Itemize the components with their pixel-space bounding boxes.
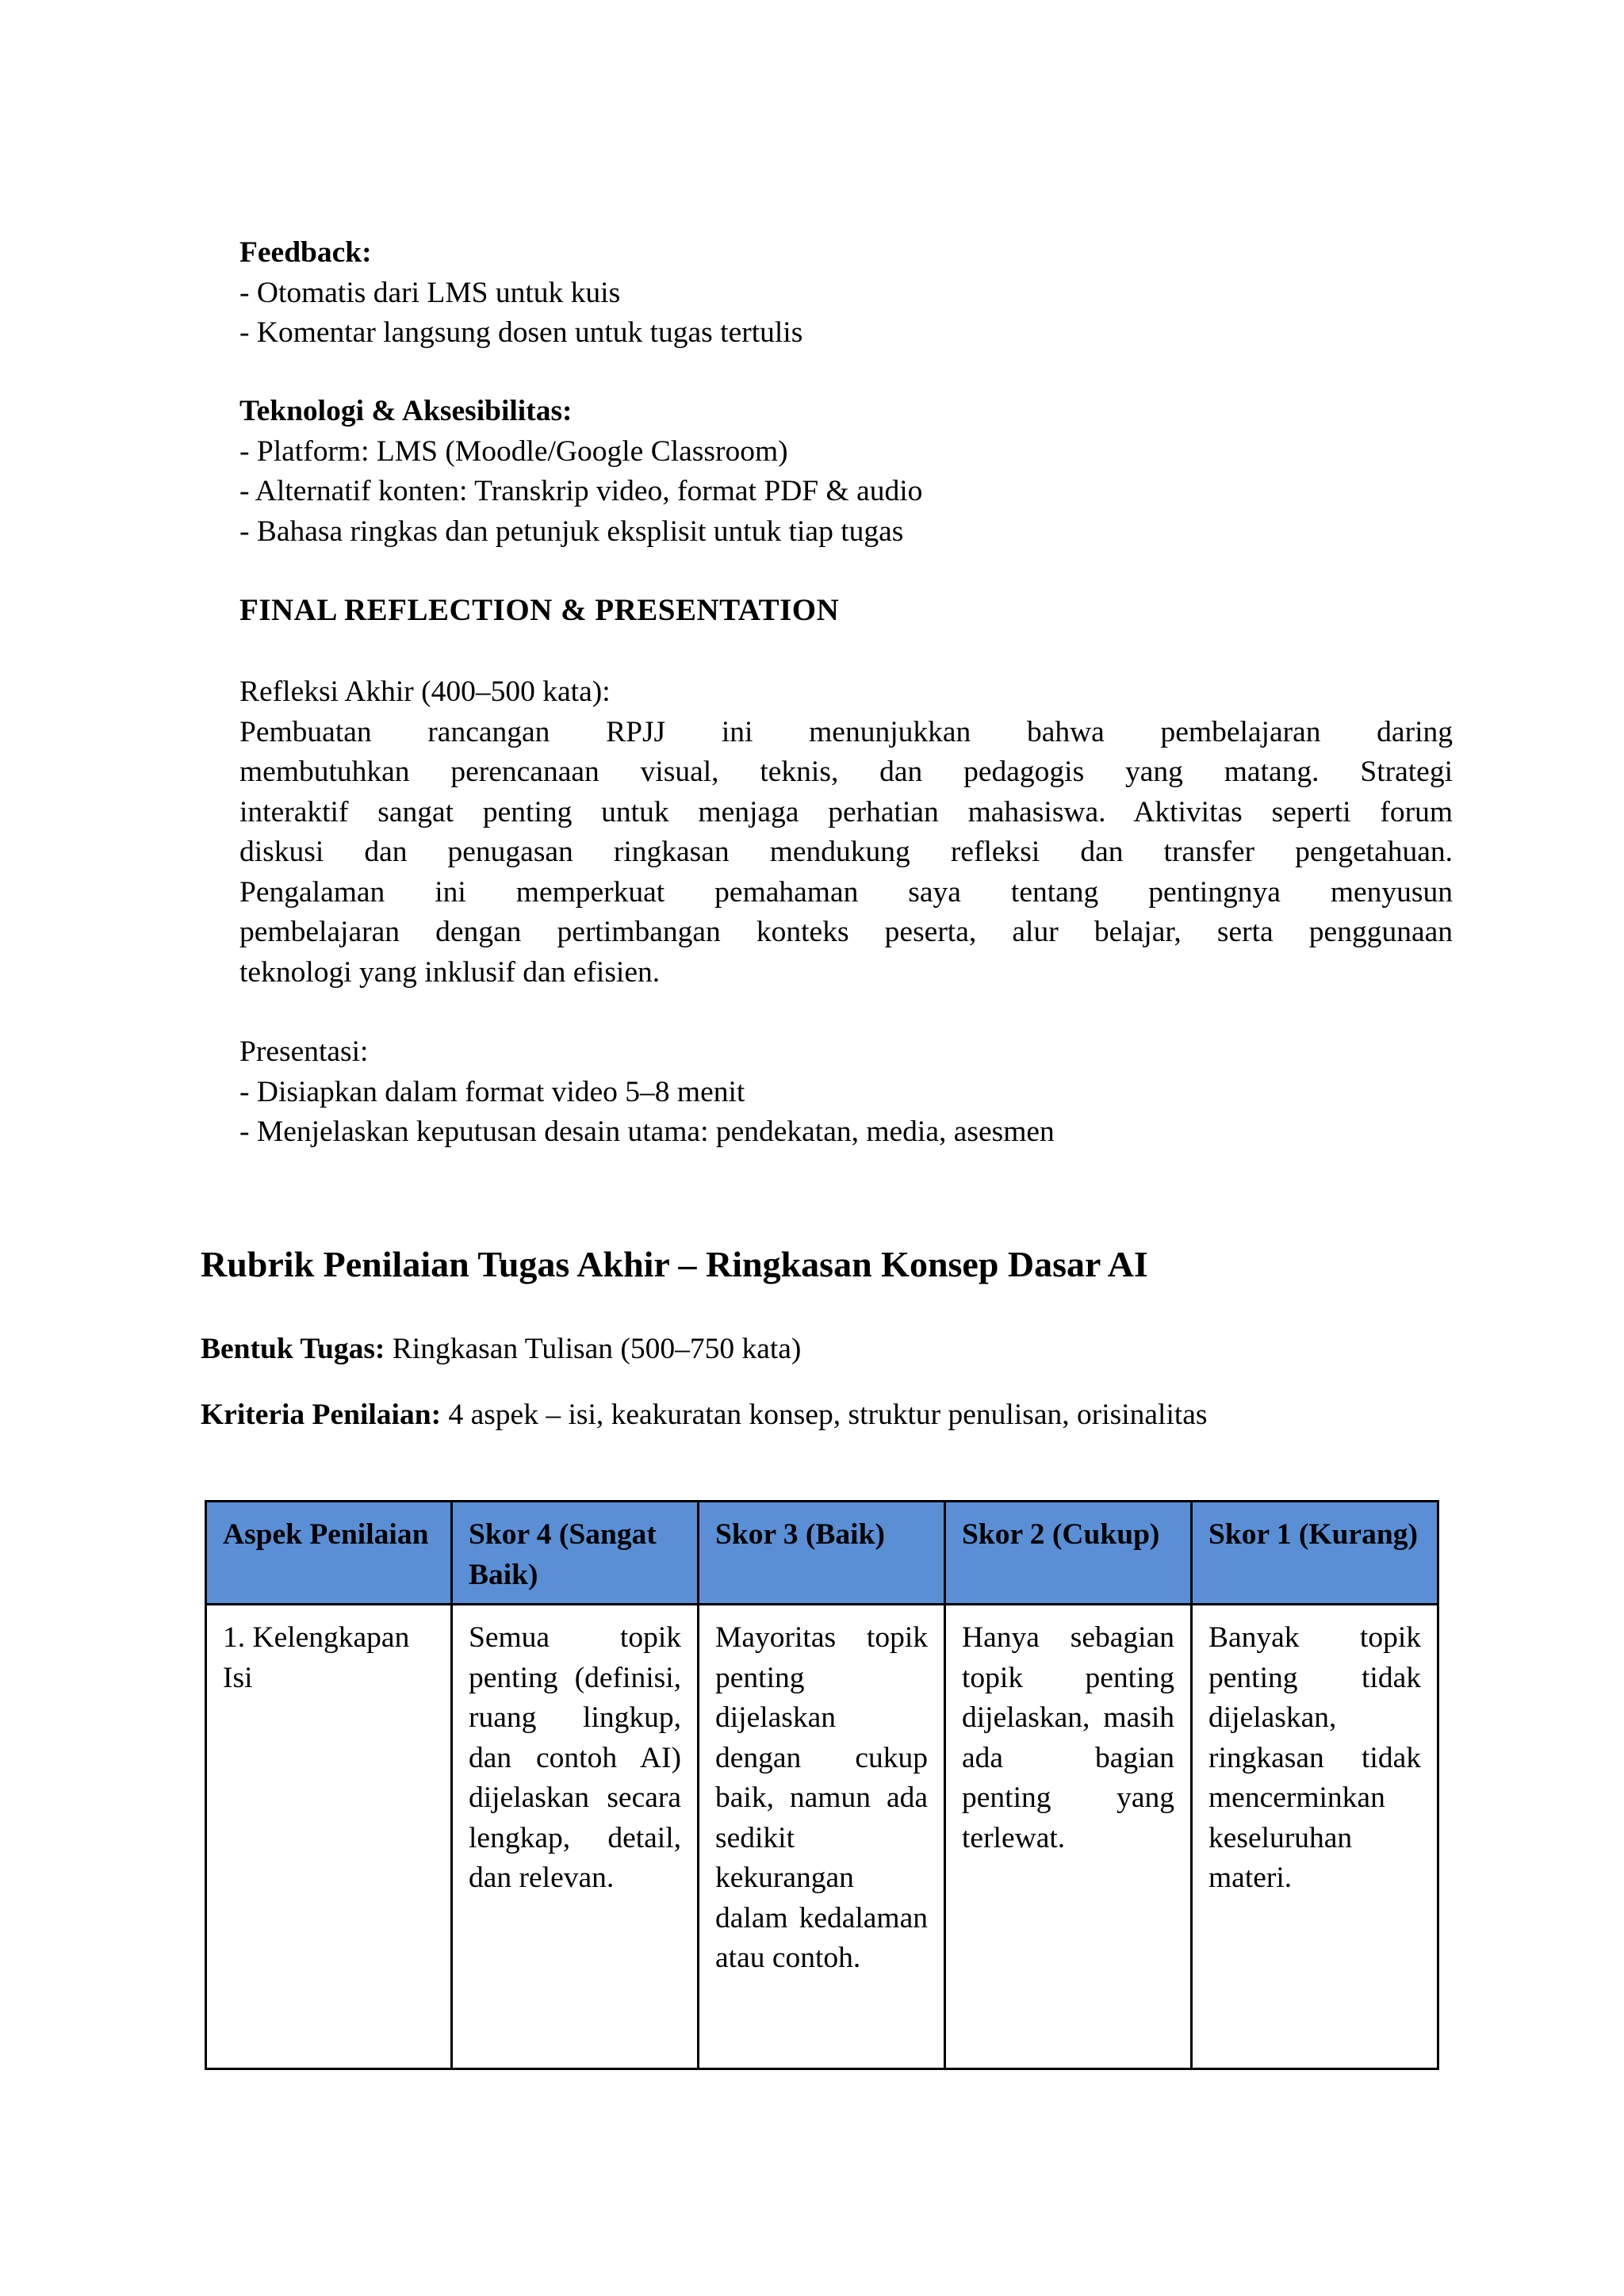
- technology-item: - Bahasa ringkas dan petunjuk eksplisit untuk tiap tugas: [239, 515, 904, 548]
- reflection-line: teknologi yang inklusif dan efisien.: [239, 955, 661, 989]
- presentation-item: - Disiapkan dalam format video 5–8 menit: [239, 1075, 745, 1108]
- criteria-line: [201, 1398, 1208, 1432]
- assignment-form-line: [201, 1332, 801, 1366]
- technology-item: - Platform: LMS (Moodle/Google Classroom): [239, 434, 788, 468]
- header-score-3: Skor 3 (Baik): [699, 1502, 945, 1605]
- technology-heading: Teknologi & Aksesibilitas:: [239, 395, 573, 427]
- aspect-cell: 1. Kelengkapan Isi: [206, 1605, 452, 2069]
- feedback-section: [239, 233, 1453, 354]
- score-3-cell: Mayoritas topik penting dijelaskan dengan cukup baik, namun ada sedikit kekurangan dalam kedalaman atau contoh.: [699, 1605, 945, 2069]
- rubric-title: Rubrik Penilaian Tugas Akhir – Ringkasan Konsep Dasar AI: [201, 1244, 1148, 1284]
- reflection-section: [239, 672, 1453, 993]
- header-score-2: Skor 2 (Cukup): [945, 1502, 1192, 1605]
- header-aspect: Aspek Penilaian: [206, 1502, 452, 1605]
- presentation-label: Presentasi:: [239, 1035, 369, 1068]
- table-row: [206, 1605, 1438, 2069]
- feedback-heading: Feedback:: [239, 236, 372, 269]
- score-2-cell: Hanya sebagian topik penting dijelaskan, masih ada bagian penting yang terlewat.: [945, 1605, 1192, 2069]
- reflection-line: pembelajaran dengan pertimbangan konteks peserta, alur belajar, serta penggunaan: [239, 916, 1453, 948]
- reflection-line: interaktif sangat penting untuk menjaga perhatian mahasiswa. Aktivitas seperti forum: [239, 795, 1453, 828]
- reflection-line: Pembuatan rancangan RPJJ ini menunjukkan bahwa pembelajaran daring: [239, 715, 1453, 748]
- reflection-line: diskusi dan penugasan ringkasan mendukung refleksi dan transfer pengetahuan.: [239, 836, 1453, 868]
- header-score-4: Skor 4 (Sangat Baik): [452, 1502, 699, 1605]
- rubric-header-row: [206, 1502, 1438, 1605]
- reflection-line: Pengalaman ini memperkuat pemahaman saya tentang pentingnya menyusun: [239, 875, 1453, 909]
- criteria-value: 4 aspek – isi, keakuratan konsep, struktur penulisan, orisinalitas: [441, 1399, 1208, 1431]
- technology-item: - Alternatif konten: Transkrip video, format PDF & audio: [239, 475, 923, 507]
- final-section-title: FINAL REFLECTION & PRESENTATION: [239, 593, 840, 627]
- reflection-line: membutuhkan perencanaan visual, teknis, dan pedagogis yang matang. Strategi: [239, 756, 1453, 788]
- feedback-item: - Komentar langsung dosen untuk tugas tertulis: [239, 316, 803, 349]
- feedback-item: - Otomatis dari LMS untuk kuis: [239, 276, 621, 309]
- criteria-label: Kriteria Penilaian:: [201, 1399, 442, 1431]
- header-score-1: Skor 1 (Kurang): [1192, 1502, 1438, 1605]
- rubric-table: [205, 1500, 1439, 2070]
- assignment-form-label: Bentuk Tugas:: [201, 1333, 385, 1365]
- technology-section: [239, 392, 1453, 552]
- score-1-cell: Banyak topik penting tidak dijelaskan, ringkasan tidak mencerminkan keseluruhan materi.: [1192, 1605, 1438, 2069]
- assignment-form-value: Ringkasan Tulisan (500–750 kata): [385, 1333, 802, 1365]
- presentation-section: [239, 1032, 1453, 1153]
- presentation-item: - Menjelaskan keputusan desain utama: pendekatan, media, asesmen: [239, 1115, 1055, 1148]
- reflection-label: Refleksi Akhir (400–500 kata):: [239, 675, 611, 708]
- score-4-cell: Semua topik penting (definisi, ruang lingkup, dan contoh AI) dijelaskan secara lengkap, detail, dan relevan.: [452, 1605, 699, 2069]
